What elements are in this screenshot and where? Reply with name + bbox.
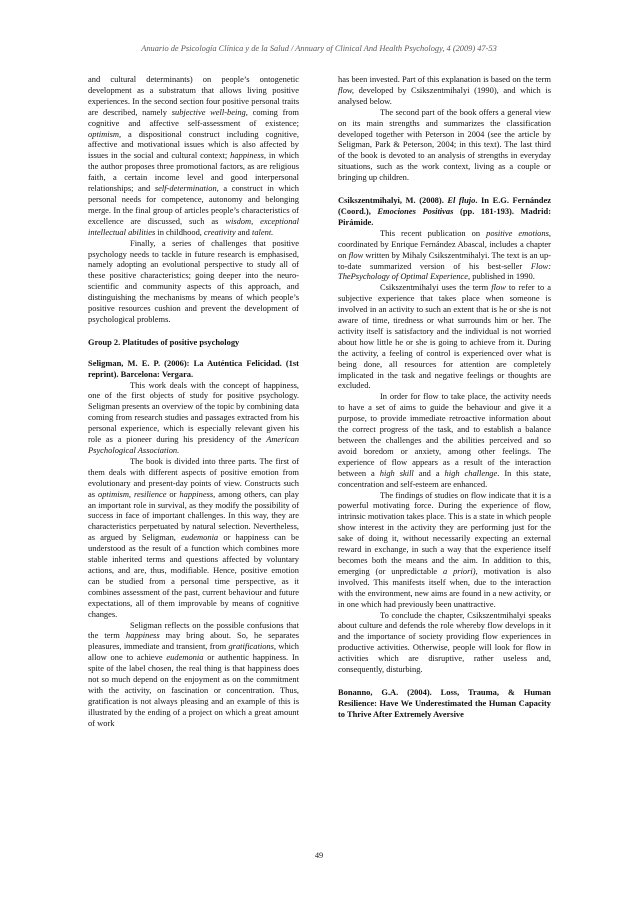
left-paragraph-5: Seligman reflects on the possible confusions that the term happiness may bring about. So, he separates pleasures, immediate and transient, from gratifications, which allow one to achieve eudemonia or authentic happiness. In spite of the label chosen, the real thing is that happiness does not so much depend on the enjoyment as on the commitment with the activity, on fascination or concentration. Thus, gratification is not always pleasing and an example of this is illustrated by the ending of a project on which a great amount of work <box>88 619 299 728</box>
left-paragraph-1: and cultural determinants) on people’s ontogenetic development as a substratum that allows living positive experiences. In the second section four positive personal traits are described, namely subjective well-being, coming from cognitive and affective self-assessment of existence; optimism, a dispositional construct including cognitive, affective and motivational issues which is also affected by issues in the social and cultural context; happiness, in which the author proposes three promotional factors, as are religious faith, a certain income level and good interpersonal relationships; and self-determination, a construct in which personal needs for competence, autonomy and belonging merge. In the final group of articles people’s characteristics of excellence are discussed, such as wisdom, exceptional intellectual abilities in childhood, creativity and talent. <box>88 74 300 237</box>
italic-run: eudemonia <box>166 652 204 663</box>
right-paragraph-7: To conclude the chapter, Csikszentmihalyi speaks about culture and defends the role whereby flow develops in it and the importance of society providing flow experiences in productive activities. Otherwise, people will look for flow in activities which are disruptive, rather useless and, consequently, disturbing. <box>338 609 551 675</box>
right-paragraph-1: has been invested. Part of this explanation is based on the term flow, developed by Csikszentmihalyi (1990), and which is analysed below. <box>338 74 551 106</box>
italic-run: flow <box>491 282 506 293</box>
italic-run: happiness, <box>179 488 216 499</box>
right-paragraph-4: Csikszentmihalyi uses the term flow to refer to a subjective experience that takes place when someone is involved in an activity to such an extent that is he or she is not aware of time, tiredness or what surrounds him or her. The activity itself is satisfactory and the individual is not worried about how little he or she is going to achieve from it. During the activity, a feeling of control is experienced over what is being done, all resources for attention are completely implicated in the task and negative feelings or thoughts are excluded. <box>338 282 552 391</box>
italic-run: creativity <box>204 226 236 237</box>
left-paragraph-4: The book is divided into three parts. The first of them deals with different aspects of positive emotion from evolutionary and present-day points of view. Constructs such as optimism, resilience or happiness, among others, can play an important role in survival, as they modify the possibility of success in face of important challenges. In this way, they are characteristics perpetuated by natural selection. Nevertheless, as argued by Seligman, eudemonia or happiness can be understood as the result of a function which combines more stable inherited terms and questions affected by voluntary actions, and are, thus, modifiable. Hence, positive emotion can be studied from a personal time perspective, as it combines assessment of the past, current behaviour and future expectations, all of them improvable by means of cognitive changes. <box>88 455 300 619</box>
italic-run: positive emotions <box>486 227 549 238</box>
right-paragraph-3: This recent publication on positive emotions, coordinated by Enrique Fernández Abascal, includes a chapter on flow written by Mihaly Csikszentmihalyi. The text is an up-to-date summarized version of his best-seller Flow: ThePsychology of Optimal Experience, published in 1990. <box>338 227 551 282</box>
italic-run: talent. <box>251 226 274 237</box>
italic-run: flow, <box>338 84 355 95</box>
review-heading-csikszentmihalyi: Csikszentmihalyi, M. (2008). El flujo. In E.G. Fernández (Coord.), Emociones Positivas (pp. 181-193). Madrid: Pirámide. <box>338 195 552 227</box>
italic-run: self-determination, <box>154 183 219 194</box>
italic-run: flow <box>348 249 364 260</box>
right-paragraph-5: In order for flow to take place, the activity needs to have a set of aims to guide the behaviour and give it a purpose, to provide immediate retroactive information about the correct progress of the task, and to establish a balance between the challenges and the abilities perceived and so avoid boredom or anxiety, among other feelings. The experience of flow appears as a result of the interaction between a high skill and a high challenge. In this state, concentration and self-esteem are enhanced. <box>338 391 552 489</box>
italic-run: Flow: ThePsychology of Optimal Experience <box>338 260 551 282</box>
review-heading-seligman: Seligman, M. E. P. (2006): La Auténtica Felicidad. (1st reprint). Barcelona: Vergara. <box>88 357 299 379</box>
italic-run: gratifications, <box>228 641 277 652</box>
italic-run: American Psychological Association. <box>88 434 299 455</box>
left-column <box>88 74 299 729</box>
italic-run: high challenge <box>444 467 498 478</box>
italic-run: eudemonia <box>181 532 219 543</box>
italic-run: optimism, <box>88 128 122 139</box>
italic-run: happiness, <box>230 150 267 161</box>
right-paragraph-6: The findings of studies on flow indicate that it is a powerful motivating force. During the experience of flow, intrinsic motivation takes place. This is a state in which people show interest in the activity they are performing just for the sake of doing it, without necessarily expecting an external reward in exchange, in such a way that the experience itself becomes both the means and the aim. In addition to this, emerging (or unpredictable a priori), motivation is also involved. This manifests itself when, due to the interaction with the environment, new aims are found in a new activity, or in one which had previously been unattractive. <box>338 489 551 609</box>
italic-run: happiness <box>125 630 160 641</box>
review-heading-bonanno: Bonanno, G.A. (2004). Loss, Trauma, & Human Resilience: Have We Underestimated the Human Capacity to Thrive After Extremely Aversive <box>338 686 551 719</box>
italic-run: subjective well-being, <box>171 106 248 117</box>
right-column <box>338 74 551 720</box>
italic-run: El flujo <box>447 195 476 206</box>
italic-run: Emociones Positivas <box>377 205 454 216</box>
left-paragraph-2: Finally, a series of challenges that positive psychology needs to tackle in future research is emphasised, namely adopting an evolutional perspective to study all of these positive characteristics; going deeper into the neuro-scientific and community aspects of this approach, and distinguishing the mechanisms by means of which people’s positive resources cushion and prevent the development of psychological problems. <box>88 237 299 324</box>
group-heading: Group 2. Platitudes of positive psychology <box>88 336 240 347</box>
right-paragraph-2: The second part of the book offers a general view on its main strengths and summarizes the classification developed together with Peterson in 2004 (see the article by Seligman, Park & Peterson, 2004; in this text). The last third of the book is devoted to an analysis of strengths in everyday situations, such as the work context, living as a couple or bringing up children. <box>338 106 551 183</box>
italic-run: high skill <box>379 467 414 478</box>
running-head: Anuario de Psicología Clínica y de la Salud / Annuary of Clinical And Health Psychology, 4 (2009) 47-53 <box>141 44 497 53</box>
page-number: 49 <box>314 851 324 860</box>
left-paragraph-3: This work deals with the concept of happiness, one of the first objects of study for positive psychology. Seligman presents an overview of the topic by combining data coming from research studies and passages extracted from his personal experience, which is especially relevant given his role as a pioneer during his presidency of the American Psychological Association. <box>88 379 299 455</box>
italic-run: optimism, resilience <box>97 488 167 499</box>
italic-run: a priori) <box>443 565 476 576</box>
italic-run: wisdom, exceptional intellectual abilities <box>88 215 299 237</box>
